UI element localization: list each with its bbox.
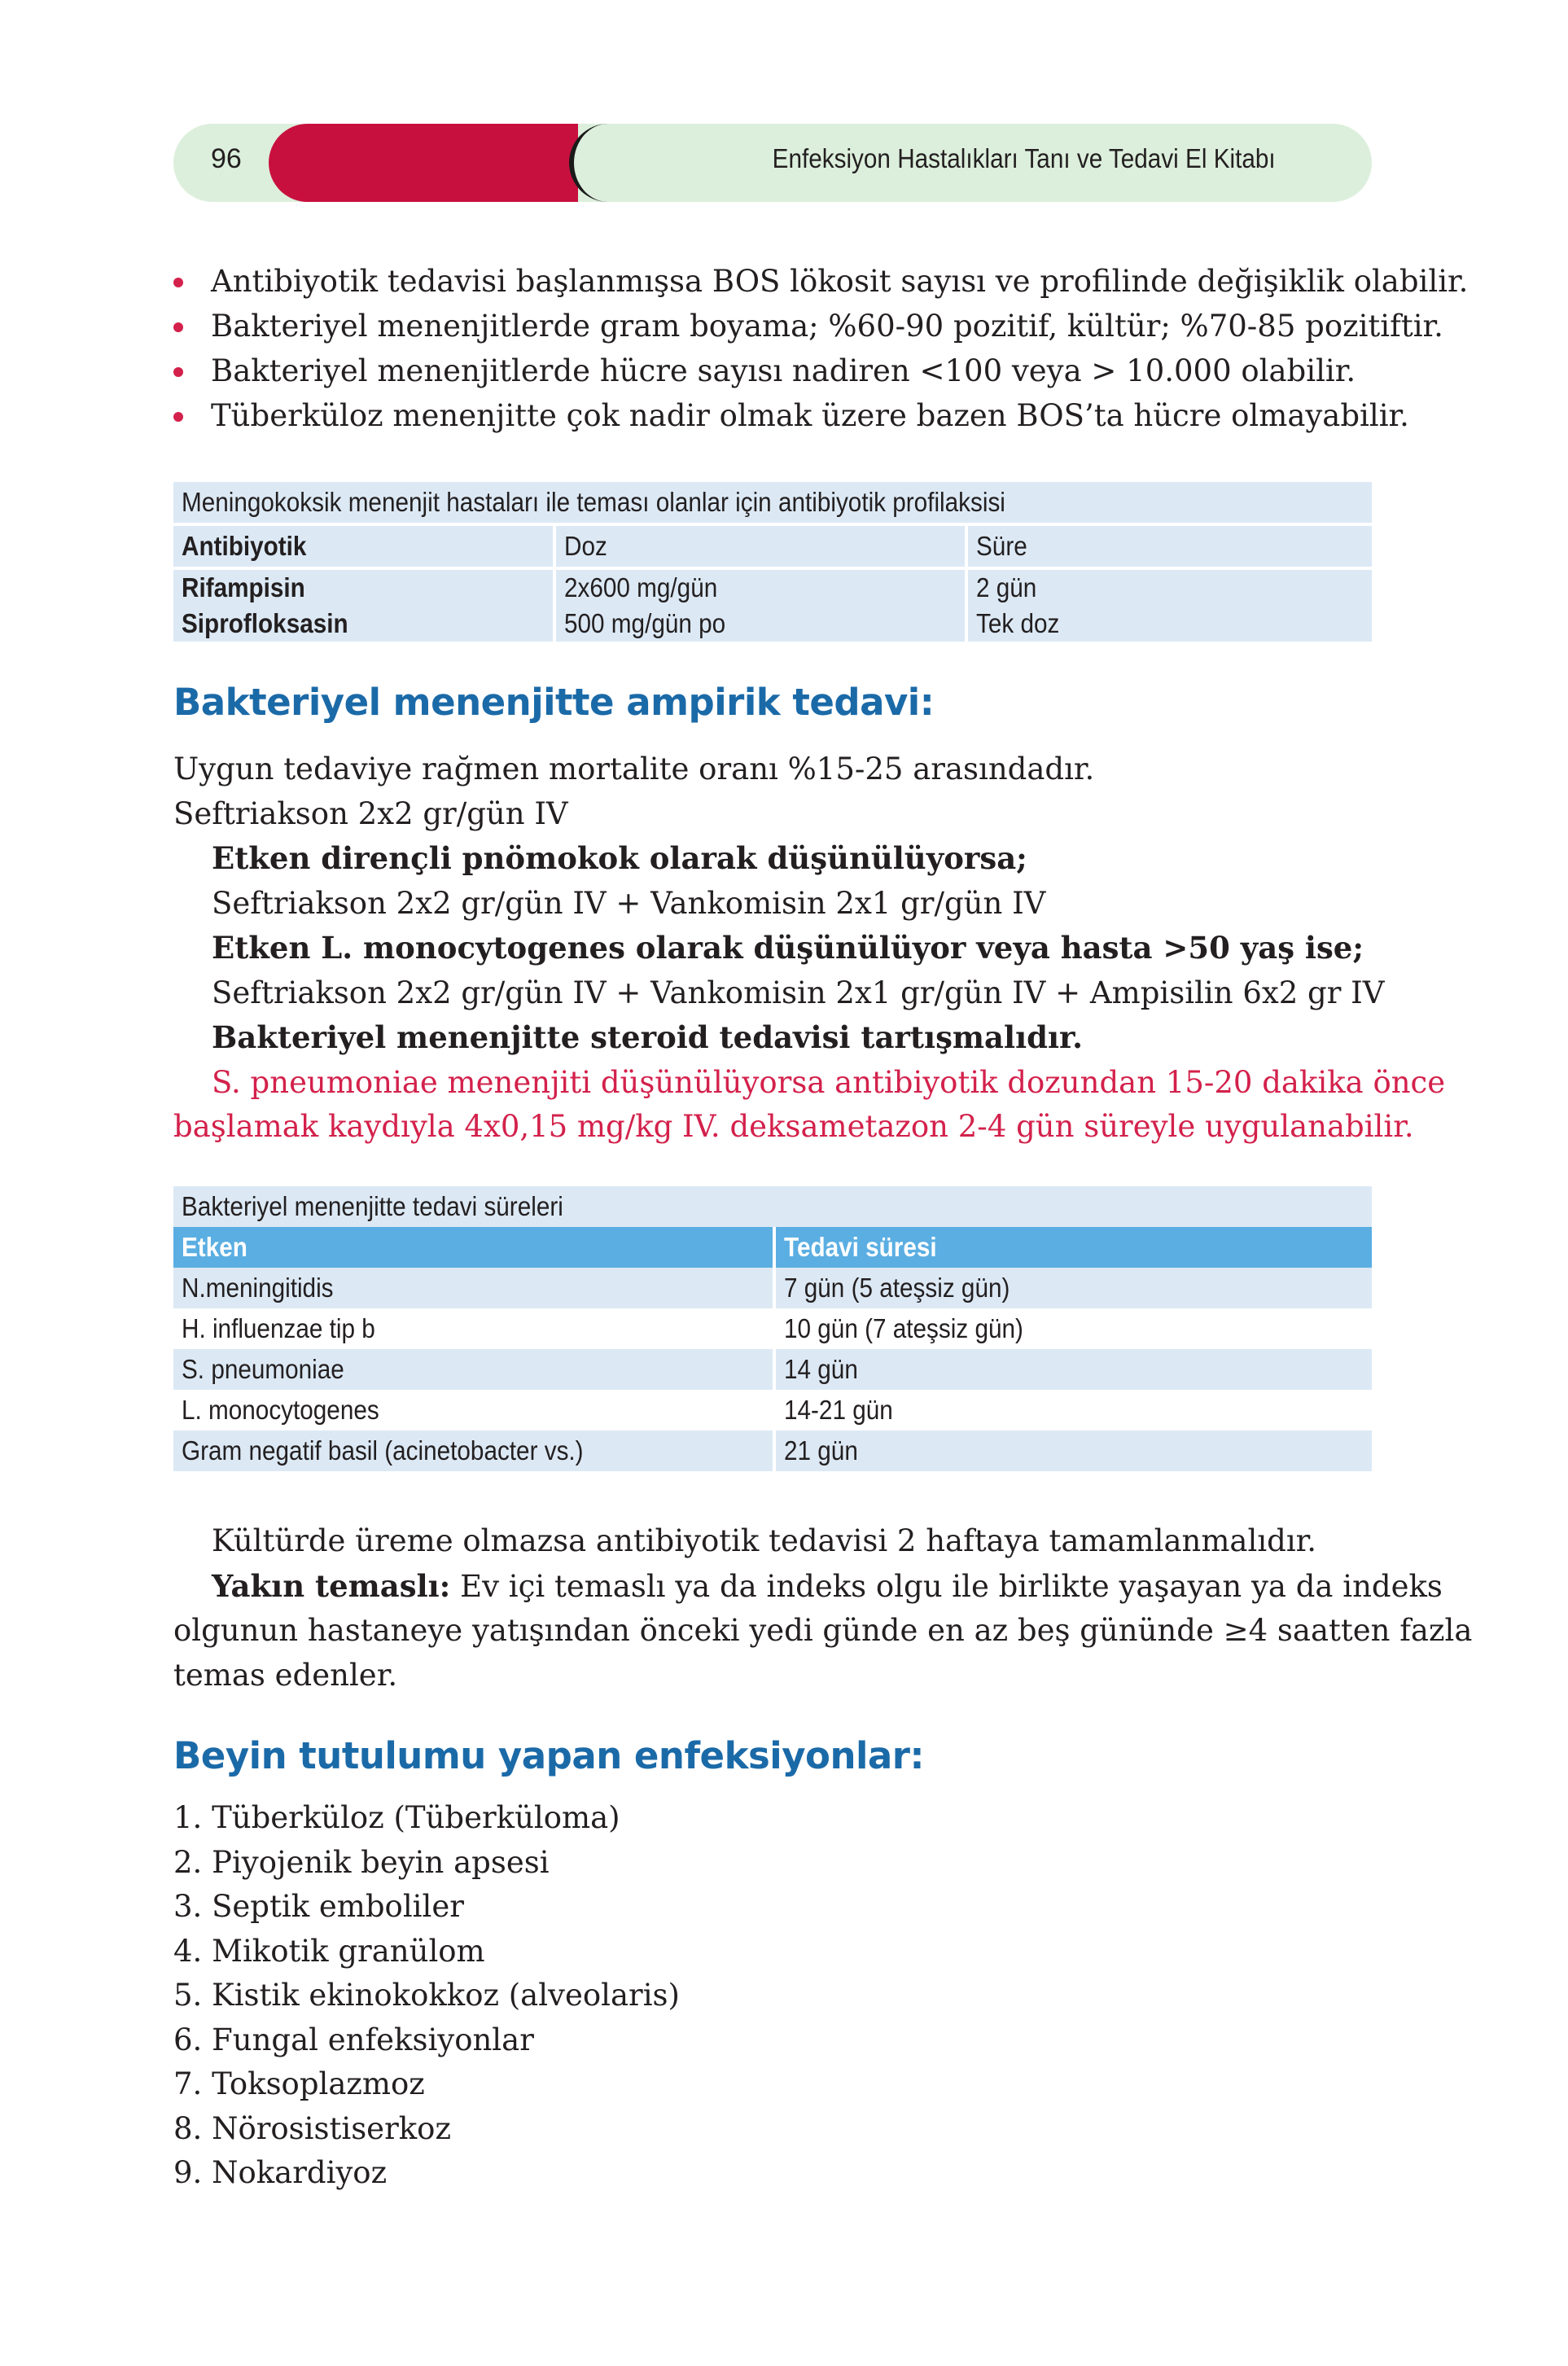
section-heading: Bakteriyel menenjitte ampirik tedavi:	[173, 681, 935, 724]
treatment-duration-table	[173, 1186, 1372, 1471]
bullet-item: Bakteriyel menenjitlerde gram boyama; %60-90 pozitif, kültür; %70-85 pozitiftir.	[173, 304, 1372, 348]
bullet-dot-icon	[173, 278, 183, 287]
text-line: Kültürde üreme olmazsa antibiyotik tedavisi 2 haftaya tamamlanmalıdır.	[212, 1523, 1317, 1558]
table-header-cell: Etken	[173, 1227, 776, 1268]
table-cell: 14-21 gün	[776, 1390, 1372, 1431]
empiric-therapy-text	[173, 747, 1446, 1150]
text-line: Bakteriyel menenjitte steroid tedavisi tartışmalıdır.	[212, 1019, 1084, 1055]
table-row	[173, 1349, 1372, 1390]
table-cell: 10 gün (7 ateşsiz gün)	[776, 1308, 1372, 1349]
warning-line: S. pneumoniae menenjiti düşünülüyorsa antibiyotik dozundan 15-20 dakika önce	[212, 1064, 1446, 1100]
table-cell: Gram negatif basil (acinetobacter vs.)	[173, 1431, 776, 1471]
text-line: Seftriakson 2x2 gr/gün IV + Vankomisin 2x1 gr/gün IV	[212, 885, 1046, 921]
table-header-cell: Tedavi süresi	[776, 1227, 1372, 1268]
table-row	[173, 1268, 1372, 1308]
table-header-cell: Doz	[556, 526, 968, 570]
table-caption-row	[173, 482, 1372, 526]
text-line: Uygun tedaviye rağmen mortalite oranı %15-25 arasındadır.	[173, 751, 1095, 786]
table-cell: Rifampisin	[173, 570, 556, 606]
warning-line: başlamak kaydıyla 4x0,15 mg/kg IV. deksametazon 2-4 gün süreyle uygulanabilir.	[173, 1109, 1414, 1144]
list-item: 2. Piyojenik beyin apsesi	[173, 1844, 550, 1880]
table-cell: 21 gün	[776, 1431, 1372, 1471]
table-header-row	[173, 526, 1372, 570]
table-cell: 500 mg/gün po	[556, 606, 968, 642]
bullet-item: Tüberküloz menenjitte çok nadir olmak üzere bazen BOS’ta hücre olmayabilir.	[173, 393, 1372, 438]
list-item: 3. Septik emboliler	[173, 1889, 464, 1924]
table-row	[173, 1308, 1372, 1349]
close-contact-label: Yakın temaslı:	[212, 1567, 451, 1604]
table-cell: H. influenzae tip b	[173, 1308, 776, 1349]
table-cell: 7 gün (5 ateşsiz gün)	[776, 1268, 1372, 1308]
table-row	[173, 1390, 1372, 1431]
table-cell: 2x600 mg/gün	[556, 570, 968, 606]
table-header-cell: Antibiyotik	[173, 526, 556, 570]
list-item: 4. Mikotik granülom	[173, 1933, 485, 1969]
table-cell: Tek doz	[968, 606, 1372, 642]
bullet-dot-icon	[173, 322, 183, 332]
bullet-list	[173, 259, 1469, 438]
bullet-dot-icon	[173, 367, 183, 377]
table-header-row	[173, 1227, 1372, 1268]
list-item: 8. Nörosistiserkoz	[173, 2110, 451, 2146]
bullet-dot-icon	[173, 412, 183, 422]
book-title: Enfeksiyon Hastalıkları Tanı ve Tedavi El Kitabı	[773, 143, 1276, 173]
list-item: 5. Kistik ekinokokkoz (alveolaris)	[173, 1978, 680, 2013]
table-row	[173, 606, 1372, 642]
table-cell: Siprofloksasin	[173, 606, 556, 642]
list-item: 6. Fungal enfeksiyonlar	[173, 2022, 534, 2057]
page-number: 96	[211, 143, 242, 174]
table-row	[173, 1431, 1372, 1471]
bullet-item: Bakteriyel menenjitlerde hücre sayısı nadiren <100 veya > 10.000 olabilir.	[173, 348, 1372, 393]
text-line: Etken dirençli pnömokok olarak düşünülüyorsa;	[212, 840, 1027, 876]
table-cell: S. pneumoniae	[173, 1349, 776, 1390]
table-caption-row	[173, 1186, 1372, 1227]
header-red-tab	[269, 124, 578, 202]
table-cell: L. monocytogenes	[173, 1390, 776, 1431]
prophylaxis-table	[173, 482, 1372, 642]
text-line: olgunun hastaneye yatışından önceki yedi günde en az beş gününde ≥4 saatten fazla	[173, 1613, 1473, 1648]
section-heading: Beyin tutulumu yapan enfeksiyonlar:	[173, 1734, 924, 1777]
table-row	[173, 570, 1372, 606]
table-header-cell: Süre	[968, 526, 1372, 570]
table-caption: Meningokoksik menenjit hastaları ile teması olanlar için antibiyotik profilaksisi	[173, 482, 1372, 526]
list-item: 7. Toksoplazmoz	[173, 2066, 425, 2101]
text-line: Yakın temaslı: Ev içi temaslı ya da indeks olgu ile birlikte yaşayan ya da indeks	[212, 1567, 1443, 1604]
contact-paragraph	[173, 1519, 1473, 1698]
table-caption: Bakteriyel menenjitte tedavi süreleri	[173, 1186, 1372, 1227]
text-line: temas edenler.	[173, 1657, 398, 1693]
table-cell: N.meningitidis	[173, 1268, 776, 1308]
table-cell: 14 gün	[776, 1349, 1372, 1390]
text-line: Seftriakson 2x2 gr/gün IV + Vankomisin 2x1 gr/gün IV + Ampisilin 6x2 gr IV	[212, 975, 1385, 1010]
text-line: Etken L. monocytogenes olarak düşünülüyor veya hasta >50 yaş ise;	[212, 930, 1364, 966]
infection-list	[173, 1796, 680, 2196]
text-line: Seftriakson 2x2 gr/gün IV	[173, 795, 568, 831]
bullet-item: Antibiyotik tedavisi başlanmışsa BOS lökosit sayısı ve profilinde değişiklik olabilir.	[173, 259, 1372, 304]
list-item: 9. Nokardiyoz	[173, 2155, 388, 2190]
page-header	[173, 124, 1372, 202]
table-cell: 2 gün	[968, 570, 1372, 606]
list-item: 1. Tüberküloz (Tüberküloma)	[173, 1800, 620, 1835]
